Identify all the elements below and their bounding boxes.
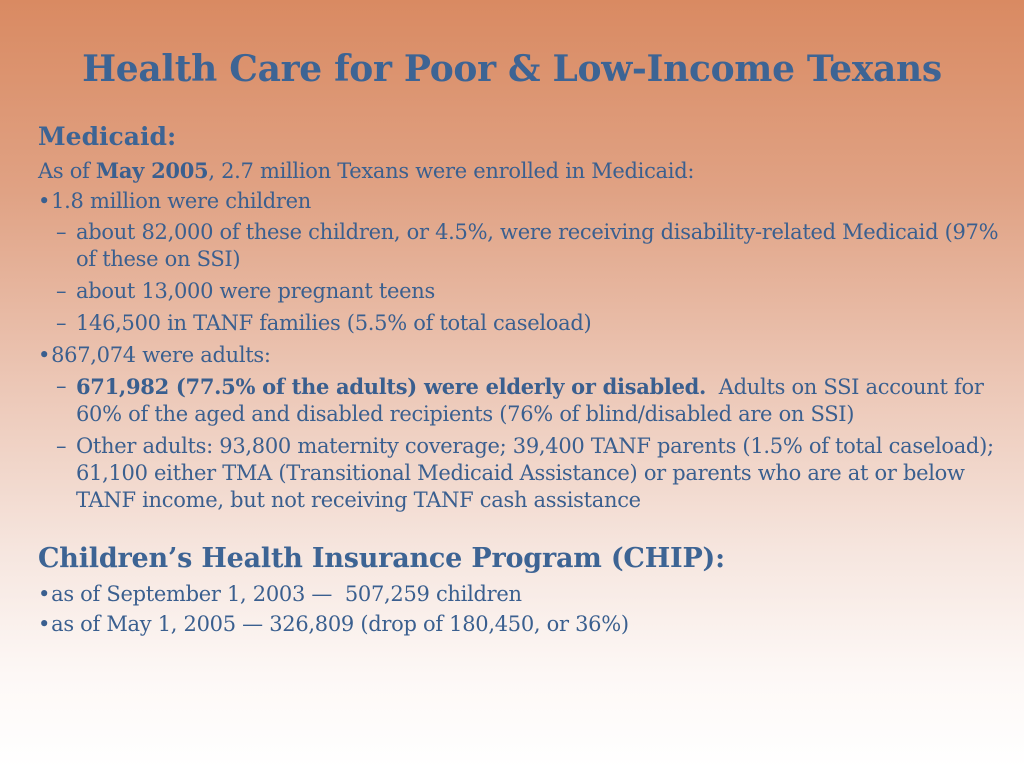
sub-item-pregnant-teens [38,278,1003,305]
intro-suffix: , 2.7 million Texans were enrolled in Medicaid: [208,159,695,183]
sub-item-text: about 82,000 of these children, or 4.5%, were receiving disability-related Medicaid (97% of these on SSI) [76,220,999,271]
dash-glyph: – [56,434,67,458]
sub-item-text: about 13,000 were pregnant teens [76,279,435,303]
section-spacer [38,519,1003,537]
dash-glyph: – [56,279,67,303]
chip-item-text: as of May 1, 2005 — 326,809 (drop of 180,450, or 36%) [51,612,629,636]
dash-glyph: – [56,220,67,244]
dash-glyph: – [56,311,67,335]
chip-item-2005 [38,611,1003,637]
sub-item-text: 146,500 in TANF families (5.5% of total caseload) [76,311,592,335]
sub-item-children-disability [38,219,1003,273]
bullet-adults-text: 867,074 were adults: [51,343,271,367]
bullet-glyph: • [38,612,51,636]
chip-item-2003 [38,581,1003,607]
bullet-glyph: • [38,582,51,606]
dash-glyph: – [56,374,67,398]
medicaid-intro [38,158,1003,184]
elderly-disabled-rest: Adults on SSI account for 60% of the aged and disabled recipients (76% of blind/disabled are on SSI) [76,375,990,426]
intro-prefix: As of [38,159,96,183]
slide-title: Health Care for Poor & Low-Income Texans [82,48,942,90]
bullet-glyph: • [38,189,51,213]
sub-item-tanf-families [38,310,1003,337]
chip-heading: Children’s Health Insurance Program (CHIP): [38,543,725,574]
bullet-adults [38,342,1003,368]
bullet-glyph: • [38,343,51,367]
sub-item-elderly-disabled [38,373,1003,428]
elderly-disabled-bold: 671,982 (77.5% of the adults) were elderly or disabled. [76,374,707,399]
bullet-children-text: 1.8 million were children [51,189,311,213]
chip-item-text: as of September 1, 2003 — 507,259 children [51,582,522,606]
bullet-children [38,188,1003,214]
intro-date: May 2005 [95,158,209,183]
slide-content [38,120,1007,641]
sub-item-other-adults [38,433,1007,514]
sub-item-text: Other adults: 93,800 maternity coverage; 39,400 TANF parents (1.5% of total caseload); 61,100 either TMA (Transitional Medicaid Assistance) or parents who are at or below TANF income, but not receiving TANF cash assistance [76,434,1007,512]
medicaid-heading: Medicaid: [38,122,177,151]
